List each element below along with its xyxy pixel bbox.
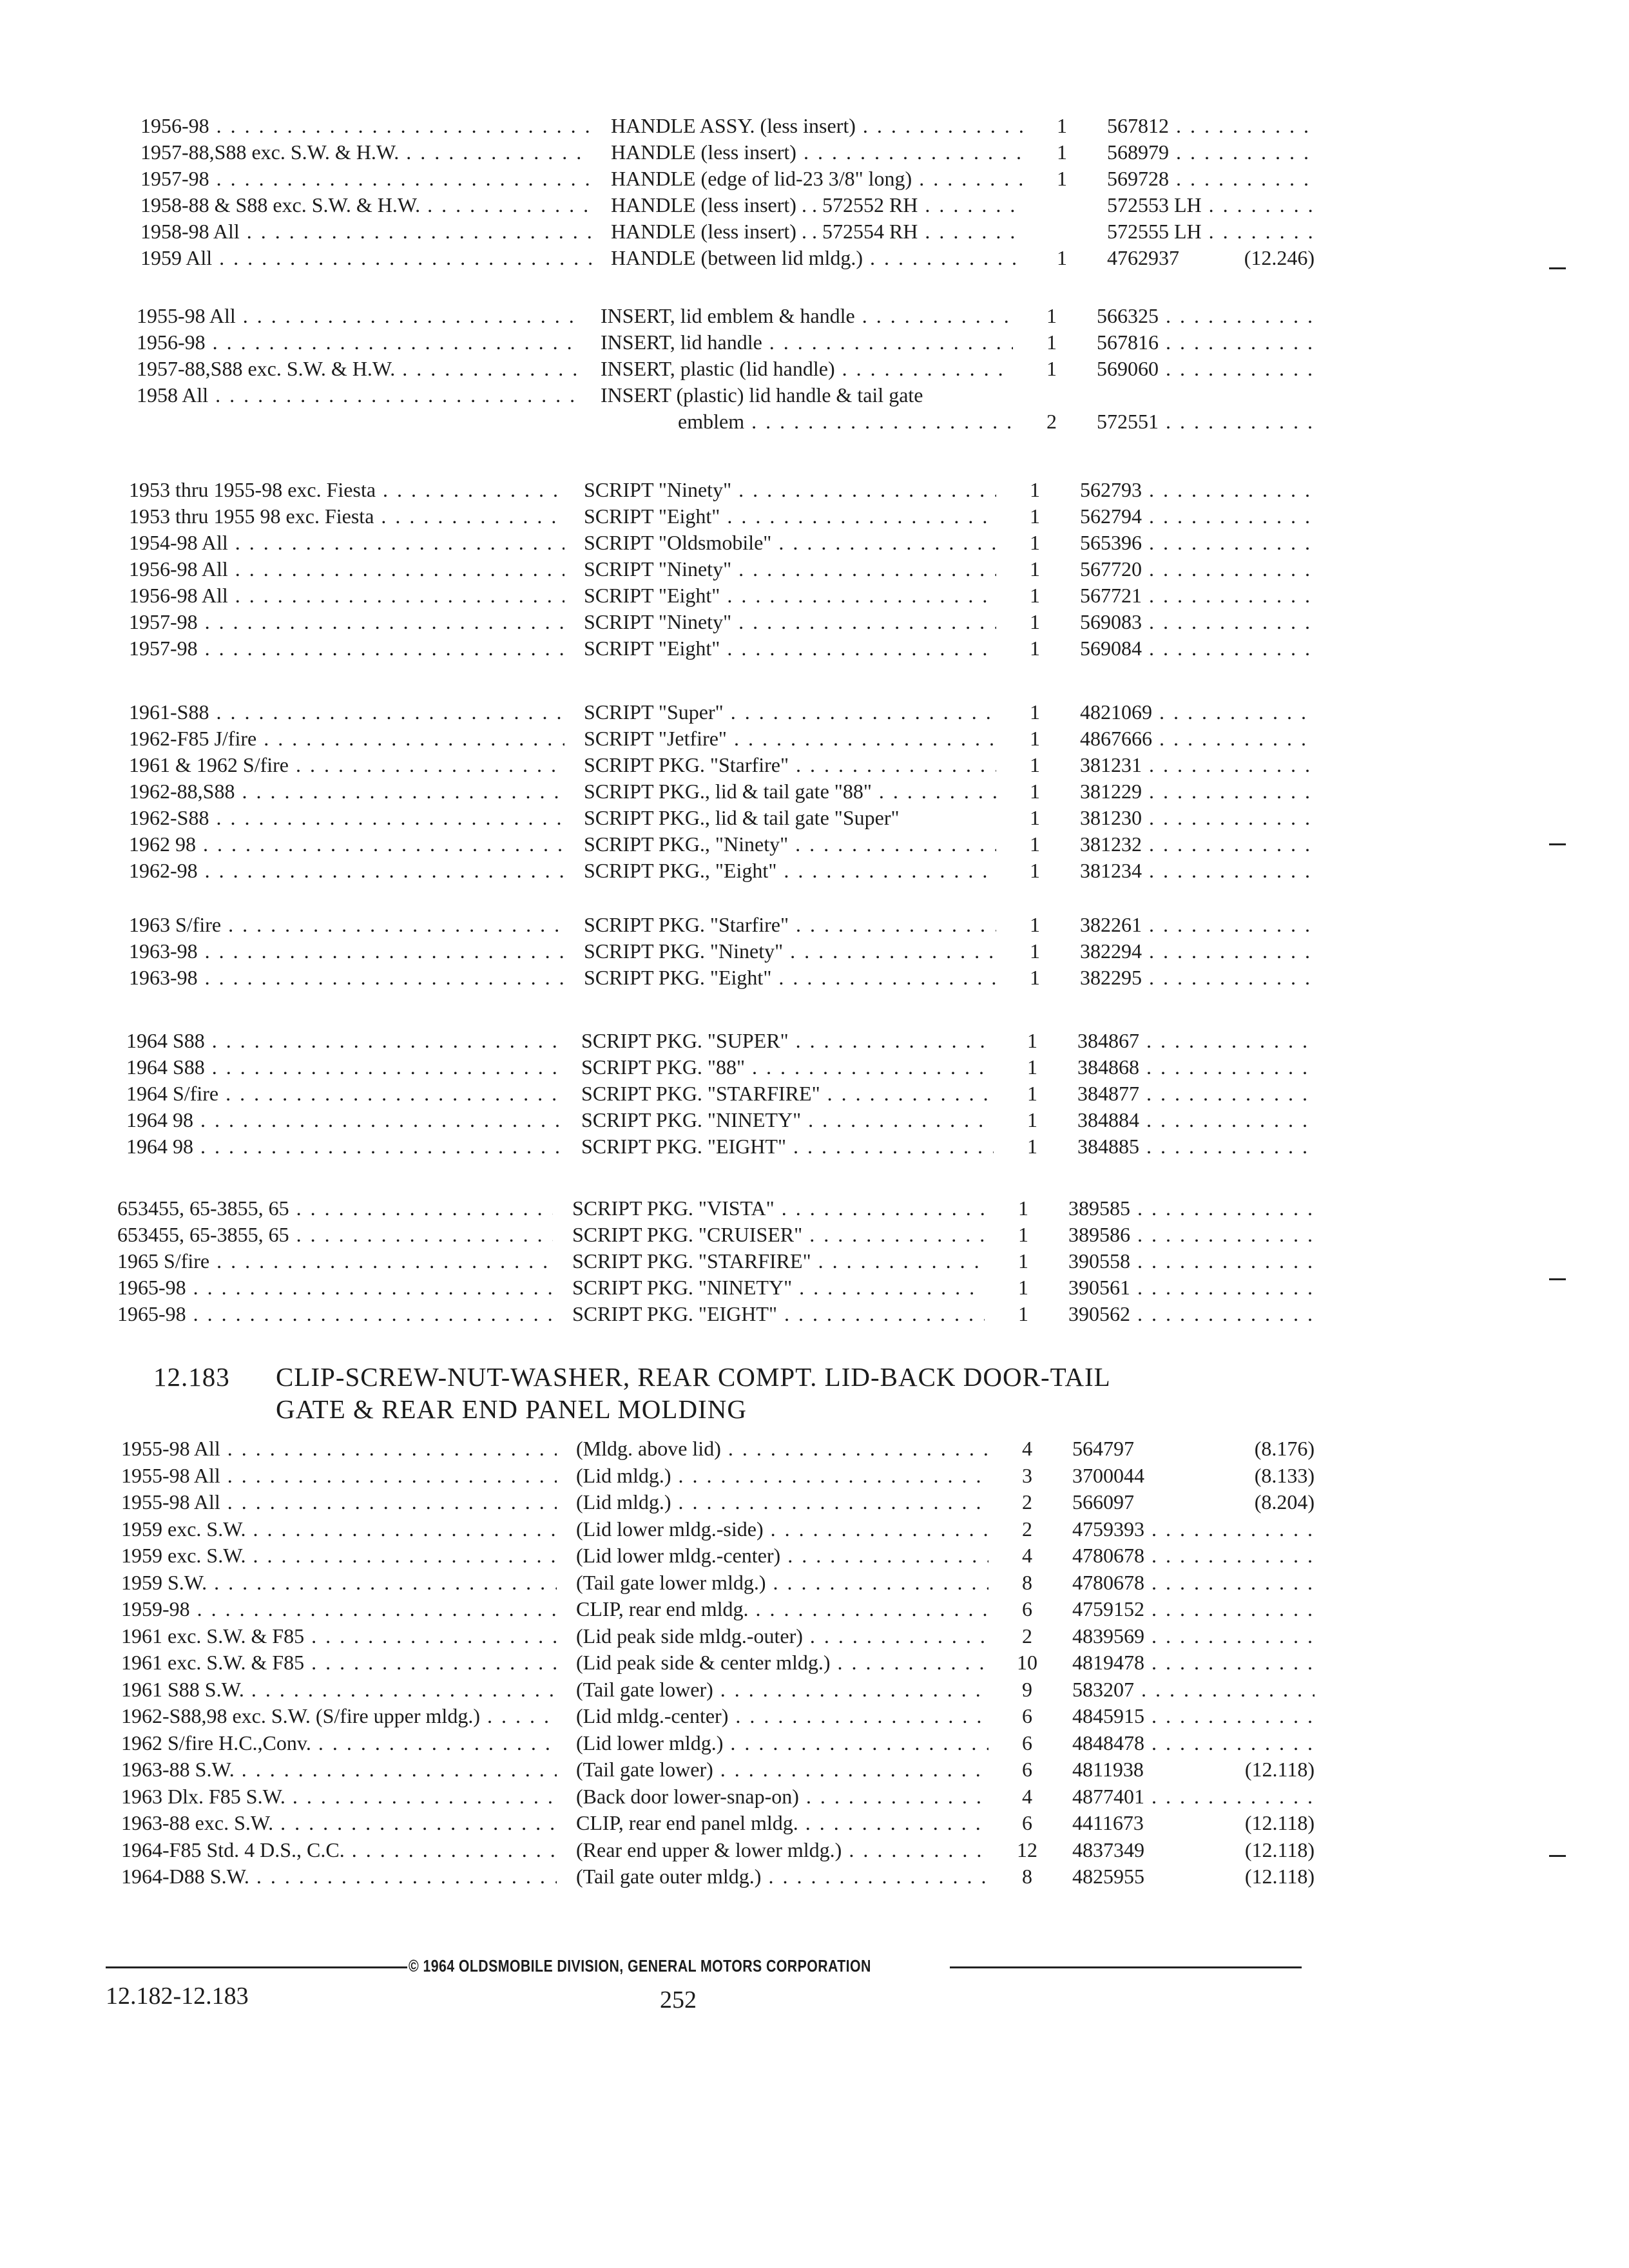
part-number-cell: 4819478 . . .	[1072, 1649, 1315, 1675]
application-cell: 1963-98 . . .	[129, 938, 564, 964]
quantity-cell: 1	[1030, 531, 1040, 554]
description-cell: INSERT (plastic) lid handle & tail gate	[601, 383, 923, 407]
table-row	[129, 965, 1327, 990]
application-cell: 1953 thru 1955-98 exc. Fiesta . . .	[129, 477, 564, 503]
application-cell: 1957-98 . . .	[140, 166, 592, 191]
description-cell: SCRIPT PKG. "88" . . .	[581, 1054, 994, 1080]
quantity-cell: 4	[1022, 1544, 1032, 1567]
quantity-cell: 1	[1057, 246, 1067, 269]
description-cell: SCRIPT PKG. "EIGHT" . . .	[572, 1301, 985, 1327]
table-row	[121, 1783, 1327, 1809]
application-cell: 1959 All . . .	[140, 245, 592, 271]
part-number-cell: 390558 . . .	[1068, 1248, 1315, 1274]
quantity-cell: 1	[1030, 610, 1040, 633]
description-cell: CLIP, rear end panel mldg. . . .	[576, 1810, 988, 1836]
quantity-cell: 1	[1030, 584, 1040, 607]
table-row	[126, 1107, 1327, 1133]
application-cell: 1955-98 All . . .	[137, 303, 581, 329]
application-cell: 1963-98 . . .	[129, 965, 564, 990]
reference-cell: (12.118)	[1244, 1838, 1315, 1861]
part-number-cell: 583207 . . .	[1072, 1677, 1315, 1702]
application-cell: 653455, 65-3855, 65 . . .	[117, 1195, 553, 1221]
part-number-cell: 569084 . . .	[1080, 635, 1315, 661]
application-cell: 1959 exc. S.W. . . .	[121, 1542, 557, 1568]
description-cell: (Mldg. above lid) . . .	[576, 1436, 988, 1461]
application-cell: 1957-98 . . .	[129, 609, 564, 635]
description-cell: SCRIPT PKG. "VISTA" . . .	[572, 1195, 985, 1221]
part-number-cell: 390562 . . .	[1068, 1301, 1315, 1327]
application-cell: 1961 S88 S.W. . . .	[121, 1677, 557, 1702]
quantity-cell: 1	[1046, 357, 1057, 380]
margin-mark	[1549, 1278, 1566, 1280]
description-cell: SCRIPT PKG. "CRUISER" . . .	[572, 1222, 985, 1247]
quantity-cell: 6	[1022, 1731, 1032, 1754]
table-row	[129, 752, 1327, 778]
description-cell: HANDLE (less insert) . . 572554 RH . . .	[611, 218, 1023, 244]
part-number-cell: 569083 . . .	[1080, 609, 1315, 635]
table-row	[129, 858, 1327, 883]
table-row	[126, 1028, 1327, 1053]
application-cell: 1963 Dlx. F85 S.W. . . .	[121, 1783, 557, 1809]
description-cell: (Tail gate lower) . . .	[576, 1756, 988, 1782]
quantity-cell: 1	[1030, 832, 1040, 856]
quantity-cell: 3	[1022, 1464, 1032, 1487]
quantity-cell: 1	[1018, 1223, 1028, 1246]
footer-copyright: © 1964 OLDSMOBILE DIVISION, GENERAL MOTORS CORPORATION	[409, 1956, 871, 1975]
table-row	[121, 1489, 1327, 1515]
quantity-cell: 1	[1030, 913, 1040, 936]
description-cell: (Lid lower mldg.-side) . . .	[576, 1516, 988, 1542]
part-number-cell: 572555 LH . . .	[1107, 218, 1315, 244]
application-cell: 1965-98 . . .	[117, 1274, 553, 1300]
table-row	[129, 582, 1327, 608]
part-number-cell: 382295 . . .	[1080, 965, 1315, 990]
part-number-cell: 567812 . . .	[1107, 113, 1315, 139]
table-row	[121, 1436, 1327, 1461]
application-cell: 1962-88,S88 . . .	[129, 778, 564, 804]
application-cell: 1965 S/fire . . .	[117, 1248, 553, 1274]
application-cell: 653455, 65-3855, 65 . . .	[117, 1222, 553, 1247]
part-number-cell: 4780678 . . .	[1072, 1542, 1315, 1568]
description-cell: (Rear end upper & lower mldg.) . . .	[576, 1837, 988, 1863]
application-cell: 1961 & 1962 S/fire . . .	[129, 752, 564, 778]
part-number-cell: 384868 . . .	[1077, 1054, 1315, 1080]
quantity-cell: 1	[1030, 939, 1040, 963]
description-cell: SCRIPT PKG. "EIGHT" . . .	[581, 1133, 994, 1159]
quantity-cell: 10	[1017, 1651, 1037, 1674]
application-cell: 1963-88 exc. S.W. . . .	[121, 1810, 557, 1836]
table-row	[126, 1133, 1327, 1159]
quantity-cell: 6	[1022, 1758, 1032, 1781]
reference-cell: (12.118)	[1244, 1758, 1315, 1781]
description-cell: HANDLE ASSY. (less insert) . . .	[611, 113, 1023, 139]
description-cell: SCRIPT "Ninety" . . .	[584, 556, 996, 582]
description-cell: SCRIPT PKG. "Eight" . . .	[584, 965, 996, 990]
quantity-cell: 1	[1027, 1135, 1037, 1158]
part-number-cell: 566325 . . .	[1097, 303, 1315, 329]
description-cell: (Back door lower-snap-on) . . .	[576, 1783, 988, 1809]
description-cell: SCRIPT "Oldsmobile" . . .	[584, 530, 996, 555]
section-title-line-1: CLIP-SCREW-NUT-WASHER, REAR COMPT. LID-BACK DOOR-TAIL	[276, 1362, 1111, 1392]
table-row	[129, 831, 1327, 857]
quantity-cell: 1	[1030, 806, 1040, 829]
description-cell: SCRIPT PKG., lid & tail gate "Super"	[584, 806, 900, 829]
table-row	[140, 218, 1327, 244]
quantity-cell: 1	[1018, 1249, 1028, 1273]
quantity-cell: 1	[1046, 304, 1057, 327]
part-number-cell: 384885 . . .	[1077, 1133, 1315, 1159]
application-cell: 1958 All . . .	[137, 382, 581, 408]
part-number-cell: 381234 . . .	[1080, 858, 1315, 883]
description-cell: HANDLE (edge of lid-23 3/8" long) . . .	[611, 166, 1023, 191]
description-cell: (Tail gate lower mldg.) . . .	[576, 1570, 988, 1595]
application-cell: 1959-98 . . .	[121, 1596, 557, 1622]
application-cell: 1953 thru 1955 98 exc. Fiesta . . .	[129, 503, 564, 529]
application-cell: 1959 S.W. . . .	[121, 1570, 557, 1595]
application-cell: 1956-98 All . . .	[129, 582, 564, 608]
part-number-cell: 572551 . . .	[1097, 408, 1315, 434]
description-cell: emblem . . .	[678, 408, 1013, 434]
quantity-cell: 12	[1017, 1838, 1037, 1861]
quantity-cell: 1	[1030, 859, 1040, 882]
quantity-cell: 1	[1030, 505, 1040, 528]
table-row	[121, 1863, 1327, 1889]
quantity-cell: 8	[1022, 1571, 1032, 1594]
application-cell: 1962-S88,98 exc. S.W. (S/fire upper mldg.) . . .	[121, 1703, 557, 1729]
application-cell: 1962-F85 J/fire . . .	[129, 726, 564, 751]
quantity-cell: 2	[1022, 1624, 1032, 1648]
description-cell: INSERT, lid emblem & handle . . .	[601, 303, 1013, 329]
part-number-cell: 3700044	[1072, 1464, 1144, 1487]
table-row	[121, 1570, 1327, 1595]
part-number-cell: 562793 . . .	[1080, 477, 1315, 503]
page-number: 252	[660, 1986, 697, 2013]
part-number-cell: 572553 LH . . .	[1107, 192, 1315, 218]
description-cell: SCRIPT "Jetfire" . . .	[584, 726, 996, 751]
table-row	[121, 1542, 1327, 1568]
table-row	[129, 556, 1327, 582]
part-number-cell: 4825955	[1072, 1865, 1144, 1888]
table-row	[137, 303, 1327, 329]
reference-cell: (12.118)	[1244, 1811, 1315, 1834]
table-row	[129, 805, 1327, 831]
part-number-cell: 389586 . . .	[1068, 1222, 1315, 1247]
description-cell: SCRIPT PKG. "Starfire" . . .	[584, 912, 996, 937]
reference-cell: (8.176)	[1254, 1437, 1315, 1460]
table-row	[121, 1730, 1327, 1756]
table-row	[121, 1516, 1327, 1542]
part-number-cell: 4877401 . . .	[1072, 1783, 1315, 1809]
footer-section-range: 12.182-12.183	[106, 1983, 249, 2010]
reference-cell: (12.118)	[1244, 1865, 1315, 1888]
table-row	[129, 609, 1327, 635]
description-cell: SCRIPT "Eight" . . .	[584, 503, 996, 529]
table-row	[126, 1081, 1327, 1106]
part-number-cell: 567721 . . .	[1080, 582, 1315, 608]
part-number-cell: 562794 . . .	[1080, 503, 1315, 529]
table-row	[117, 1248, 1327, 1274]
application-cell: 1955-98 All . . .	[121, 1489, 557, 1515]
application-cell: 1964 S88 . . .	[126, 1054, 562, 1080]
application-cell: 1964 S88 . . .	[126, 1028, 562, 1053]
quantity-cell: 6	[1022, 1704, 1032, 1727]
table-row	[137, 356, 1327, 381]
quantity-cell: 1	[1046, 331, 1057, 354]
table-row	[129, 635, 1327, 661]
part-number-cell: 4411673	[1072, 1811, 1144, 1834]
description-cell: (Lid peak side mldg.-outer) . . .	[576, 1623, 988, 1649]
quantity-cell: 6	[1022, 1811, 1032, 1834]
table-row	[140, 139, 1327, 165]
part-number-cell: 382294 . . .	[1080, 938, 1315, 964]
part-number-cell: 569728 . . .	[1107, 166, 1315, 191]
quantity-cell: 6	[1022, 1597, 1032, 1620]
part-number-cell: 4759393 . . .	[1072, 1516, 1315, 1542]
application-cell: 1964 98 . . .	[126, 1107, 562, 1133]
quantity-cell: 1	[1030, 557, 1040, 581]
part-number-cell: 569060 . . .	[1097, 356, 1315, 381]
description-cell: SCRIPT PKG. "SUPER" . . .	[581, 1028, 994, 1053]
description-cell: SCRIPT PKG., "Ninety" . . .	[584, 831, 996, 857]
part-number-cell: 384877 . . .	[1077, 1081, 1315, 1106]
table-row	[129, 699, 1327, 725]
description-cell: SCRIPT PKG. "Starfire" . . .	[584, 752, 996, 778]
application-cell: 1955-98 All . . .	[121, 1436, 557, 1461]
application-cell: 1957-88,S88 exc. S.W. & H.W. . . .	[140, 139, 592, 165]
table-row	[121, 1596, 1327, 1622]
part-number-cell: 4780678 . . .	[1072, 1570, 1315, 1595]
description-cell: INSERT, lid handle . . .	[601, 329, 1013, 355]
table-row	[121, 1837, 1327, 1863]
table-row	[137, 382, 1327, 408]
quantity-cell: 1	[1057, 114, 1067, 137]
table-row	[121, 1623, 1327, 1649]
table-row	[121, 1649, 1327, 1675]
quantity-cell: 9	[1022, 1678, 1032, 1701]
table-row	[126, 1054, 1327, 1080]
application-cell: 1962 98 . . .	[129, 831, 564, 857]
description-cell: SCRIPT "Eight" . . .	[584, 582, 996, 608]
description-cell: (Lid lower mldg.-center) . . .	[576, 1542, 988, 1568]
application-cell: 1965-98 . . .	[117, 1301, 553, 1327]
description-cell: SCRIPT "Ninety" . . .	[584, 477, 996, 503]
description-cell: SCRIPT PKG., "Eight" . . .	[584, 858, 996, 883]
table-row	[129, 530, 1327, 555]
table-row	[137, 408, 1327, 434]
part-number-cell: 4811938	[1072, 1758, 1144, 1781]
part-number-cell: 389585 . . .	[1068, 1195, 1315, 1221]
application-cell: 1956-98 . . .	[137, 329, 581, 355]
application-cell: 1961 exc. S.W. & F85 . . .	[121, 1623, 557, 1649]
description-cell: (Lid peak side & center mldg.) . . .	[576, 1649, 988, 1675]
description-cell: (Lid mldg.) . . .	[576, 1463, 988, 1488]
part-number-cell: 4848478 . . .	[1072, 1730, 1315, 1756]
application-cell: 1955-98 All . . .	[121, 1463, 557, 1488]
table-row	[137, 329, 1327, 355]
application-cell: 1959 exc. S.W. . . .	[121, 1516, 557, 1542]
quantity-cell: 1	[1030, 780, 1040, 803]
table-row	[129, 938, 1327, 964]
application-cell: 1961-S88 . . .	[129, 699, 564, 725]
table-row	[121, 1463, 1327, 1488]
description-cell: SCRIPT PKG. "NINETY" . . .	[581, 1107, 994, 1133]
description-cell: (Lid mldg.-center) . . .	[576, 1703, 988, 1729]
application-cell: 1962-98 . . .	[129, 858, 564, 883]
quantity-cell: 1	[1027, 1082, 1037, 1105]
part-number-cell: 4837349	[1072, 1838, 1144, 1861]
description-cell: HANDLE (less insert) . . .	[611, 139, 1023, 165]
description-cell: CLIP, rear end mldg. . . .	[576, 1596, 988, 1622]
description-cell: HANDLE (less insert) . . 572552 RH . . .	[611, 192, 1023, 218]
table-row	[140, 166, 1327, 191]
application-cell: 1958-98 All . . .	[140, 218, 592, 244]
application-cell: 1963-88 S.W. . . .	[121, 1756, 557, 1782]
application-cell: 1963 S/fire . . .	[129, 912, 564, 937]
part-number-cell: 4759152 . . .	[1072, 1596, 1315, 1622]
quantity-cell: 4	[1022, 1437, 1032, 1460]
footer-rule-left	[106, 1966, 407, 1968]
margin-mark	[1549, 843, 1566, 845]
quantity-cell: 8	[1022, 1865, 1032, 1888]
description-cell: SCRIPT PKG. "STARFIRE" . . .	[572, 1248, 985, 1274]
quantity-cell: 1	[1030, 727, 1040, 750]
table-row	[117, 1222, 1327, 1247]
part-number-cell: 564797	[1072, 1437, 1134, 1460]
application-cell: 1957-98 . . .	[129, 635, 564, 661]
application-cell: 1954-98 All . . .	[129, 530, 564, 555]
application-cell: 1961 exc. S.W. & F85 . . .	[121, 1649, 557, 1675]
quantity-cell: 2	[1022, 1490, 1032, 1514]
description-cell: SCRIPT "Super" . . .	[584, 699, 996, 725]
table-row	[129, 912, 1327, 937]
table-row	[140, 113, 1327, 139]
table-row	[129, 477, 1327, 503]
part-number-cell: 390561 . . .	[1068, 1274, 1315, 1300]
table-row	[129, 778, 1327, 804]
reference-cell: (8.133)	[1254, 1464, 1315, 1487]
application-cell: 1964-D88 S.W. . . .	[121, 1863, 557, 1889]
application-cell: 1964 S/fire . . .	[126, 1081, 562, 1106]
description-cell: INSERT, plastic (lid handle) . . .	[601, 356, 1013, 381]
part-number-cell: 568979 . . .	[1107, 139, 1315, 165]
part-number-cell: 567720 . . .	[1080, 556, 1315, 582]
part-number-cell: 381231 . . .	[1080, 752, 1315, 778]
description-cell: SCRIPT PKG. "NINETY" . . .	[572, 1274, 985, 1300]
quantity-cell: 1	[1018, 1196, 1028, 1220]
table-row	[121, 1810, 1327, 1836]
part-number-cell: 567816 . . .	[1097, 329, 1315, 355]
section-number: 12.183	[153, 1362, 230, 1392]
quantity-cell: 1	[1018, 1276, 1028, 1299]
margin-mark	[1549, 267, 1566, 269]
quantity-cell: 1	[1030, 637, 1040, 660]
part-number-cell: 381230 . . .	[1080, 805, 1315, 831]
quantity-cell: 1	[1030, 966, 1040, 989]
table-row	[129, 503, 1327, 529]
quantity-cell: 1	[1027, 1108, 1037, 1131]
margin-mark	[1549, 1855, 1566, 1857]
application-cell: 1962-S88 . . .	[129, 805, 564, 831]
table-row	[129, 726, 1327, 751]
description-cell: SCRIPT PKG. "Ninety" . . .	[584, 938, 996, 964]
part-number-cell: 4762937	[1107, 246, 1179, 269]
part-number-cell: 384884 . . .	[1077, 1107, 1315, 1133]
table-row	[121, 1703, 1327, 1729]
reference-cell: (8.204)	[1254, 1490, 1315, 1514]
application-cell: 1957-88,S88 exc. S.W. & H.W. . . .	[137, 356, 581, 381]
quantity-cell: 1	[1030, 700, 1040, 724]
part-number-cell: 565396 . . .	[1080, 530, 1315, 555]
description-cell: (Tail gate outer mldg.) . . .	[576, 1863, 988, 1889]
table-row	[121, 1756, 1327, 1782]
quantity-cell: 4	[1022, 1785, 1032, 1808]
footer-rule-right	[950, 1966, 1302, 1968]
part-number-cell: 4845915 . . .	[1072, 1703, 1315, 1729]
section-title-line-2: GATE & REAR END PANEL MOLDING	[276, 1394, 747, 1424]
application-cell: 1962 S/fire H.C.,Conv. . . .	[121, 1730, 557, 1756]
description-cell: (Tail gate lower) . . .	[576, 1677, 988, 1702]
application-cell: 1958-88 & S88 exc. S.W. & H.W. . . .	[140, 192, 592, 218]
description-cell: SCRIPT "Ninety" . . .	[584, 609, 996, 635]
application-cell: 1964-F85 Std. 4 D.S., C.C. . . .	[121, 1837, 557, 1863]
application-cell: 1956-98 . . .	[140, 113, 592, 139]
quantity-cell: 1	[1030, 753, 1040, 776]
application-cell: 1964 98 . . .	[126, 1133, 562, 1159]
quantity-cell: 1	[1027, 1029, 1037, 1052]
table-row	[117, 1274, 1327, 1300]
part-number-cell: 381232 . . .	[1080, 831, 1315, 857]
description-cell: SCRIPT PKG. "STARFIRE" . . .	[581, 1081, 994, 1106]
reference-cell: (12.246)	[1244, 246, 1315, 269]
description-cell: SCRIPT PKG., lid & tail gate "88" . . .	[584, 778, 996, 804]
description-cell: HANDLE (between lid mldg.) . . .	[611, 245, 1023, 271]
quantity-cell: 2	[1022, 1517, 1032, 1541]
description-cell: SCRIPT "Eight" . . .	[584, 635, 996, 661]
part-number-cell: 381229 . . .	[1080, 778, 1315, 804]
description-cell: (Lid lower mldg.) . . .	[576, 1730, 988, 1756]
part-number-cell: 4839569 . . .	[1072, 1623, 1315, 1649]
quantity-cell: 1	[1027, 1055, 1037, 1079]
part-number-cell: 384867 . . .	[1077, 1028, 1315, 1053]
description-cell: (Lid mldg.) . . .	[576, 1489, 988, 1515]
application-cell: 1956-98 All . . .	[129, 556, 564, 582]
quantity-cell: 1	[1057, 140, 1067, 164]
part-number-cell: 4821069 . . .	[1080, 699, 1315, 725]
table-row	[140, 192, 1327, 218]
quantity-cell: 2	[1046, 410, 1057, 433]
part-number-cell: 566097	[1072, 1490, 1134, 1514]
quantity-cell: 1	[1030, 478, 1040, 501]
part-number-cell: 382261 . . .	[1080, 912, 1315, 937]
table-row	[121, 1677, 1327, 1702]
table-row	[117, 1301, 1327, 1327]
part-number-cell: 4867666 . . .	[1080, 726, 1315, 751]
table-row	[140, 245, 1327, 271]
table-row	[117, 1195, 1327, 1221]
quantity-cell: 1	[1057, 167, 1067, 190]
quantity-cell: 1	[1018, 1302, 1028, 1325]
